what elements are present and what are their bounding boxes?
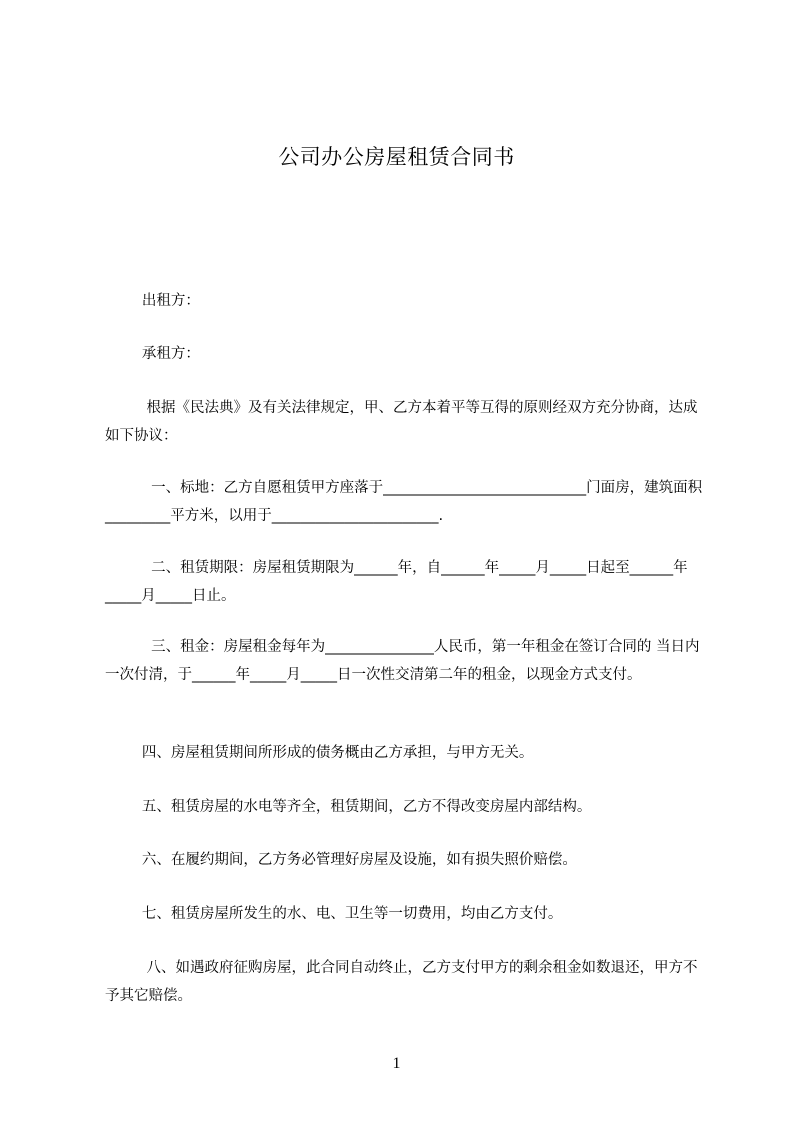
clause-6-paragraph: 六、在履约期间，乙方务必管理好房屋及设施，如有损失照价赔偿。 [105, 852, 577, 868]
clause-8-paragraph: 八、如遇政府征购房屋，此合同自动终止，乙方支付甲方的剩余租金如数退还，甲方不予其它赔偿。 [105, 960, 698, 1004]
lessor-line: 出租方： [105, 293, 200, 309]
clause-5-paragraph: 五、租赁房屋的水电等齐全，租赁期间，乙方不得改变房屋内部结构。 [105, 799, 592, 815]
clause-4-paragraph: 四、房屋租赁期间所形成的债务概由乙方承担，与甲方无关。 [105, 745, 534, 761]
clause-2-paragraph: 二、租赁期限：房屋租赁期限为______年，自______年_____月_____日起至______年_____月_____日止。 [105, 560, 688, 604]
clause-7-paragraph: 七、租赁房屋所发生的水、电、卫生等一切费用，均由乙方支付。 [105, 906, 563, 922]
clause-1-paragraph: 一、标地：乙方自愿租赁甲方座落于____________________________门面房，建筑面积_________平方米，以用于_______________________. [105, 480, 703, 524]
document-title: 公司办公房屋租赁合同书 [278, 145, 515, 169]
preamble-paragraph: 根据《民法典》及有关法律规定，甲、乙方本着平等互得的原则经双方充分协商，达成如下协议： [105, 400, 698, 444]
page-number: 1 [392, 1055, 401, 1072]
lessee-line: 承租方： [105, 346, 200, 362]
clause-3-paragraph: 三、租金：房屋租金每年为_______________人民币，第一年租金在签订合同的 当日内一次付清，于______年_____月_____日一次性交清第二年的租金，以现金方式支付。 [105, 639, 700, 683]
